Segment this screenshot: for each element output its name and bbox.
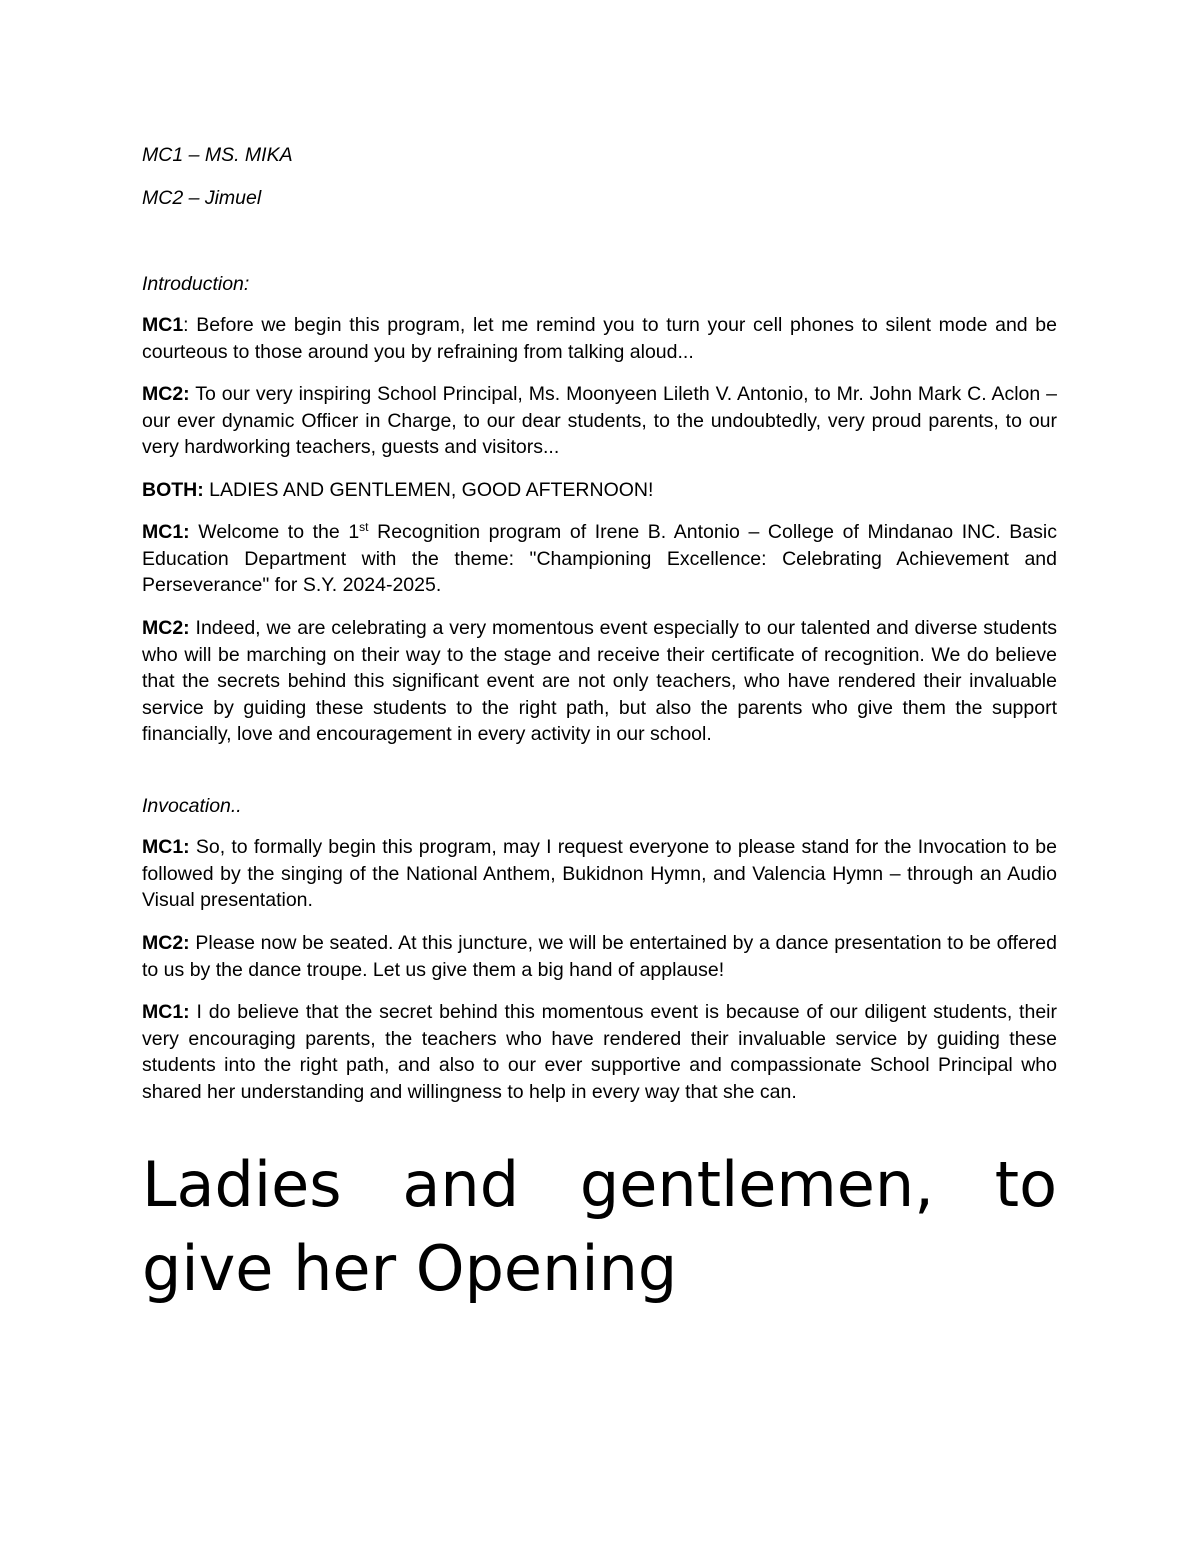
paragraph-both-greeting (142, 477, 1057, 504)
paragraph-mc2-greeting (142, 381, 1057, 461)
speaker-label: MC1: (142, 1001, 190, 1023)
mc1-assignment: MC1 – MS. MIKA (142, 144, 293, 166)
speaker-label: MC2: (142, 383, 190, 405)
speaker-label: BOTH: (142, 479, 204, 501)
paragraph-text: To our very inspiring School Principal, Ms. Moonyeen Lileth V. Antonio, to Mr. John Mark C. Aclon – our ever dynamic Officer in Charge, to our dear students, to the undoubtedly, very proud parents, to our very hardworking teachers, guests and visitors... (142, 383, 1057, 458)
speaker-label: MC1 (142, 314, 184, 336)
paragraph-mc2-celebration (142, 615, 1057, 748)
large-closing-text: Ladies and gentlemen, to give her Opening (142, 1148, 1057, 1305)
paragraph-mc2-dance (142, 930, 1057, 983)
paragraph-text: I do believe that the secret behind this momentous event is because of our diligent students, their very encouraging parents, the teachers who have rendered their invaluable service by guiding these students into the right path, and also to our ever supportive and compassionate School Principal who shared her understanding and willingness to help in every way that she can. (142, 1001, 1057, 1103)
speaker-label: MC1: (142, 521, 190, 543)
invocation-heading: Invocation.. (142, 795, 242, 817)
paragraph-text: LADIES AND GENTLEMEN, GOOD AFTERNOON! (203, 479, 654, 501)
paragraph-text: So, to formally begin this program, may I request everyone to please stand for the Invocation to be followed by the singing of the National Anthem, Bukidnon Hymn, and Valencia Hymn – through an Audio Visual presentation. (142, 836, 1057, 911)
paragraph-mc1-reminder (142, 312, 1057, 365)
paragraph-text: Indeed, we are celebrating a very momentous event especially to our talented and diverse students who will be marching on their way to the stage and receive their certificate of recognition. We do believe that the secrets behind this significant event are not only teachers, who have rendered their invaluable service by guiding these students to the right path, but also the parents who give them the support financially, love and encouragement in every activity in our school. (142, 617, 1057, 745)
paragraph-text: Welcome to the 1 (189, 521, 360, 543)
speaker-label: MC1: (142, 836, 190, 858)
paragraph-mc1-secret (142, 999, 1057, 1105)
paragraph-text: Please now be seated. At this juncture, we will be entertained by a dance presentation to be offered to us by the dance troupe. Let us give them a big hand of applause! (142, 932, 1057, 981)
speaker-label: MC2: (142, 617, 190, 639)
speaker-label: MC2: (142, 932, 190, 954)
paragraph-text: : Before we begin this program, let me remind you to turn your cell phones to silent mode and be courteous to those around you by refraining from talking aloud... (142, 314, 1057, 363)
paragraph-mc1-invocation (142, 834, 1057, 914)
mc2-assignment: MC2 – Jimuel (142, 187, 262, 209)
paragraph-text: Recognition program of Irene B. Antonio – College of Mindanao INC. Basic Education Department with the theme: "Championing Excellence: Celebrating Achievement and Perseverance" for S.Y. 2024-2025. (142, 521, 1057, 596)
paragraph-mc1-welcome (142, 519, 1057, 599)
introduction-heading: Introduction: (142, 273, 250, 295)
ordinal-suffix: st (359, 520, 369, 534)
